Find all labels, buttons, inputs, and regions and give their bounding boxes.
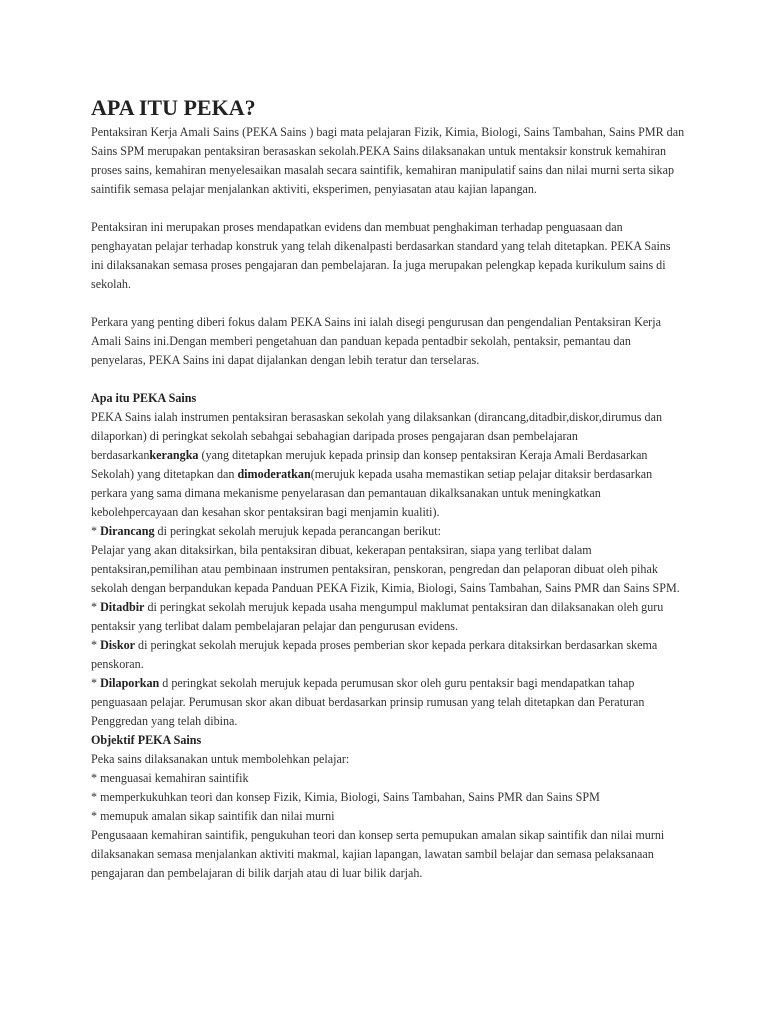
list-item-dirancang (91, 522, 685, 541)
objective-bullet-3: * memupuk amalan sikap saintifik dan nilai murni (91, 809, 335, 823)
paragraph-gap (91, 199, 685, 218)
dilaporkan-text: d peringkat sekolah merujuk kepada perumusan skor oleh guru pentaksir bagi mendapatkan tahap penguasaan pelajar. Perumusan skor akan dibuat berdasarkan prinsip rumusan yang telah ditetapkan dan Peraturan Penggredan yang telah dibina. (91, 676, 645, 728)
section-heading-text: Apa itu PEKA Sains (91, 391, 197, 405)
definition-text-a: PEKA Sains ialah instrumen pentaksiran berasaskan sekolah yang dilaksankan (dirancang,ditadbir,diskor,dirumus dan dilaporkan) di peringkat sekolah sebahgai sebahagian daripada proses pengajaran dsan pembelajaran berdasarkan (91, 410, 662, 462)
intro-paragraph-1: Pentaksiran Kerja Amali Sains (PEKA Sains ) bagi mata pelajaran Fizik, Kimia, Biologi, Sains Tambahan, Sains PMR dan Sains SPM merupakan pentaksiran berasaskan sekolah.PEKA Sains dilaksanakan untuk mentaksir konstruk kemahiran proses sains, kemahiran menyelesaikan masalah secara saintifik, kemahiran manipulatif sains dan nilai murni serta sikap saintifik semasa pelajar menjalankan aktiviti, eksperimen, penyiasatan atau kajian lapangan. (91, 125, 685, 196)
objective-closing: Pengusaaan kemahiran saintifik, pengukuhan teori dan konsep serta pemupukan amalan sikap saintifik dan nilai murni dilaksanakan semasa menjalankan aktiviti makmal, kajian lapangan, lawatan sambil belajar dan semasa pelaksanaan pengajaran dan pembelajaran di bilik darjah atau di luar bilik darjah. (91, 828, 665, 880)
term-ditadbir: Ditadbir (100, 600, 145, 614)
diskor-text: di peringkat sekolah merujuk kepada proses pemberian skor kepada perkara ditaksirkan berdasarkan skema penskoran. (91, 638, 658, 671)
ditadbir-text: di peringkat sekolah merujuk kepada usaha mengumpul maklumat pentaksiran dan dilaksanakan oleh guru pentaksir yang terlibat dalam pembelajaran pelajar dan pengurusan evidens. (91, 600, 664, 633)
term-dimoderatkan: dimoderatkan (237, 467, 311, 481)
dirancang-detail: Pelajar yang akan ditaksirkan, bila pentaksiran dibuat, kekerapan pentaksiran, siapa yang terlibat dalam pentaksiran,pemilihan atau pembinaan instrumen pentaksiran, penskoran, pengredan dan pelaporan dibuat oleh pihak sekolah dengan berpandukan kepada Panduan PEKA Fizik, Kimia, Biologi, Sains Tambahan, Sains PMR dan Sains SPM. (91, 543, 680, 595)
section-heading-objektif (91, 731, 685, 750)
bullet-marker: * (91, 600, 101, 614)
section-heading-apa-itu (91, 389, 685, 408)
paragraph-gap (91, 370, 685, 389)
objective-bullet-2: * memperkukuhkan teori dan konsep Fizik, Kimia, Biologi, Sains Tambahan, Sains PMR dan Sains SPM (91, 790, 600, 804)
term-diskor: Diskor (100, 638, 136, 652)
list-item-dilaporkan (91, 674, 685, 731)
bullet-marker: * (91, 524, 101, 538)
definition-paragraph (91, 408, 685, 522)
dirancang-text: di peringkat sekolah merujuk kepada perancangan berikut: (154, 524, 441, 538)
term-dilaporkan: Dilaporkan (100, 676, 160, 690)
bullet-marker: * (91, 638, 101, 652)
document-page (91, 94, 685, 883)
paragraph-gap (91, 294, 685, 313)
objective-bullet-1: * menguasai kemahiran saintifik (91, 771, 249, 785)
section-heading-text: Objektif PEKA Sains (91, 733, 202, 747)
objective-lead: Peka sains dilaksanakan untuk membolehkan pelajar: (91, 752, 350, 766)
bullet-marker: * (91, 676, 101, 690)
definition-text-c: (merujuk kepada usaha memastikan setiap pelajar ditaksir berdasarkan perkara yang sama dimana mekanisme penyelarasan dan pemantauan dikalksanakan untuk meningkatkan kebolehpercayaan dan kesahan skor pentaksiran bagi menjamin kualiti). (91, 467, 653, 519)
definition-text-b: (yang ditetapkan merujuk kepada prinsip dan konsep pentaksiran Keraja Amali Berdasarkan Sekolah) yang ditetapkan dan (91, 448, 648, 481)
page-title: APA ITU PEKA? (91, 95, 256, 120)
intro-paragraph-2: Pentaksiran ini merupakan proses mendapatkan evidens dan membuat penghakiman terhadap penguasaan dan penghayatan pelajar terhadap konstruk yang telah dikenalpasti berdasarkan standard yang telah ditetapkan. PEKA Sains ini dilaksanakan semasa proses pengajaran dan pembelajaran. Ia juga merupakan pelengkap kepada kurikulum sains di sekolah. (91, 220, 671, 291)
list-item-ditadbir (91, 598, 685, 636)
intro-paragraph-3: Perkara yang penting diberi fokus dalam PEKA Sains ini ialah disegi pengurusan dan pengendalian Pentaksiran Kerja Amali Sains ini.Dengan memberi pengetahuan dan panduan kepada pentadbir sekolah, pentaksir, pemantau dan penyelaras, PEKA Sains ini dapat dijalankan dengan lebih teratur dan terselaras. (91, 315, 661, 367)
list-item-diskor (91, 636, 685, 674)
term-kerangka: kerangka (149, 448, 199, 462)
term-dirancang: Dirancang (100, 524, 155, 538)
